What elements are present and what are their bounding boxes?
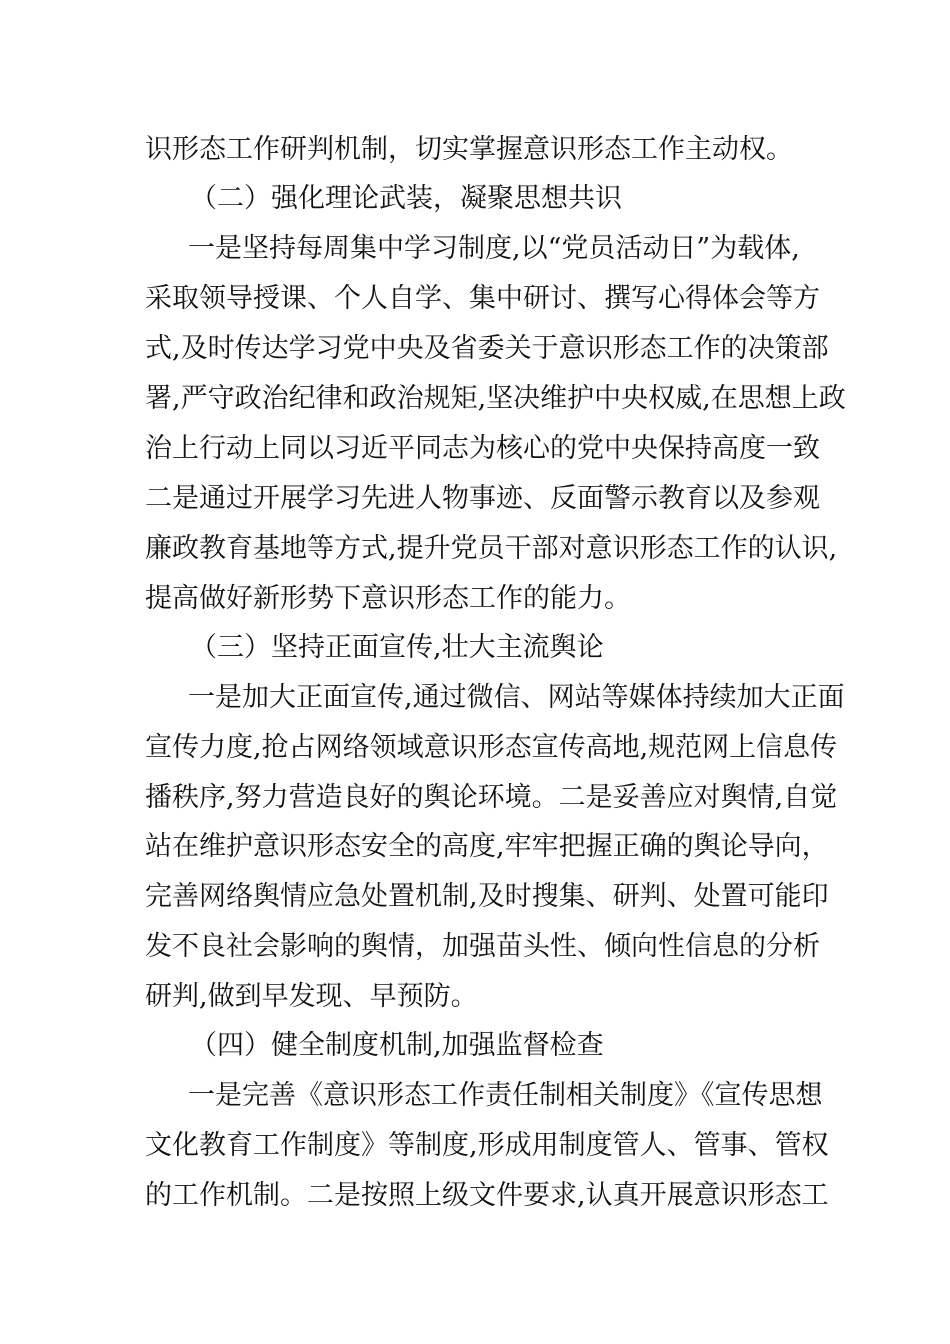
text-line: 文化教育工作制度》等制度,形成用制度管人、管事、管权: [145, 1130, 829, 1161]
text-line: 二是通过开展学习先进人物事迹、反面警示教育以及参观: [145, 483, 820, 514]
text-line: 识形态工作研判机制，切实掌握意识形态工作主动权。: [145, 134, 793, 165]
text-line: 一是加大正面宣传,通过微信、网站等媒体持续加大正面: [188, 682, 845, 713]
text-line: 一是完善《意识形态工作责任制相关制度》《宣传思想: [188, 1080, 823, 1111]
section-heading-4: （四）健全制度机制,加强监督检查: [190, 1030, 604, 1061]
text-line: 宣传力度,抢占网络领域意识形态宣传高地,规范网上信息传: [145, 732, 838, 763]
text-line: 站在维护意识形态安全的高度,牢牢把握正确的舆论导向，: [145, 831, 829, 862]
text-line: 提高做好新形势下意识形态工作的能力。: [145, 583, 631, 614]
text-line: 治上行动上同以习近平同志为核心的党中央保持高度一致: [145, 433, 820, 464]
text-line: 廉政教育基地等方式,提升党员干部对意识形态工作的认识,: [145, 533, 838, 564]
text-line: 完善网络舆情应急处置机制,及时搜集、研判、处置可能印: [145, 881, 829, 912]
text-line: 研判,做到早发现、早预防。: [145, 981, 478, 1012]
text-line: 采取领导授课、个人自学、集中研讨、撰写心得体会等方: [145, 283, 820, 314]
text-line: 播秩序,努力营造良好的舆论环境。二是妥善应对舆情,自觉: [145, 782, 838, 813]
text-line: 的工作机制。二是按照上级文件要求,认真开展意识形态工: [145, 1180, 829, 1211]
section-heading-2: （二）强化理论武装，凝聚思想共识: [190, 183, 622, 214]
text-line: 发不良社会影响的舆情，加强苗头性、倾向性信息的分析: [145, 931, 820, 962]
text-line: 式,及时传达学习党中央及省委关于意识形态工作的决策部: [145, 333, 829, 364]
text-line: 署,严守政治纪律和政治规矩,坚决维护中央权威,在思想上政: [145, 383, 846, 414]
text-line: 一是坚持每周集中学习制度,以“党员活动日”为载体,: [188, 233, 800, 264]
section-heading-3: （三）坚持正面宣传,壮大主流舆论: [190, 632, 604, 663]
